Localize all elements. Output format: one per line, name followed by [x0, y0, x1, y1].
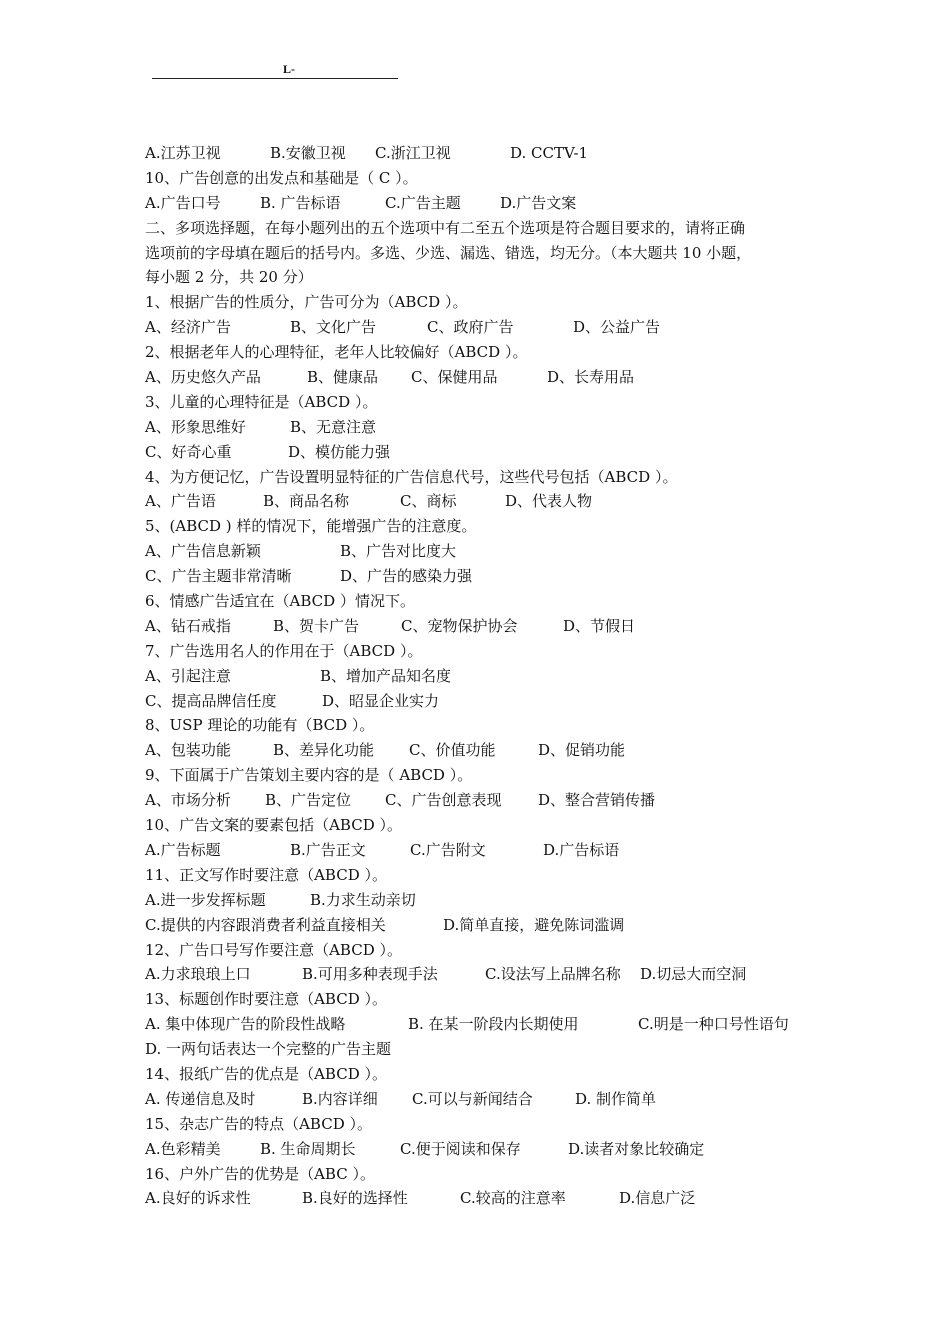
option-item: A、市场分析 [145, 791, 231, 810]
option-item: B、商品名称 [263, 492, 350, 511]
question-text: 2、根据老年人的心理特征，老年人比较偏好（ABCD ）。 [145, 343, 528, 362]
option-row [145, 489, 810, 514]
option-item: A、引起注意 [145, 666, 231, 685]
option-item: C.较高的注意率 [460, 1189, 566, 1208]
question-text: 1、根据广告的性质分，广告可分为（ABCD ）。 [145, 293, 468, 312]
option-item: B、无意注意 [290, 417, 377, 436]
question-text: 4、为方便记忆，广告设置明显特征的广告信息代号，这些代号包括（ABCD ）。 [145, 467, 678, 486]
option-row [145, 539, 810, 564]
option-row [145, 788, 810, 813]
question-text: 16、户外广告的优势是（ABC ）。 [145, 1164, 375, 1183]
option-item: D.切忌大而空洞 [640, 965, 747, 984]
option-item: A、形象思维好 [145, 417, 246, 436]
question-text: 3、儿童的心理特征是（ABCD ）。 [145, 392, 378, 411]
option-row [145, 1012, 810, 1037]
option-item: C.广告附文 [410, 840, 486, 859]
option-row [145, 141, 810, 166]
option-item: B.广告正文 [290, 840, 366, 859]
option-row [145, 415, 810, 440]
option-item: B、广告对比度大 [340, 542, 457, 561]
option-item: B. 在某一阶段内长期使用 [408, 1015, 579, 1034]
option-item: D. 制作简单 [575, 1089, 657, 1108]
option-item: B、增加产品知名度 [320, 666, 452, 685]
option-item: A. 集中体现广告的阶段性战略 [145, 1015, 346, 1034]
option-item: A、历史悠久产品 [145, 368, 261, 387]
question-text: 二、多项选择题，在每小题列出的五个选项中有二至五个选项是符合题目要求的，请将正确 [145, 218, 746, 237]
option-item: A.广告标题 [145, 840, 221, 859]
option-item: D、公益广告 [573, 318, 661, 337]
option-row [145, 689, 810, 714]
option-item: B、广告定位 [265, 791, 352, 810]
option-item: C、保健用品 [411, 368, 498, 387]
option-item: C.提供的内容跟消费者利益直接相关 [145, 915, 386, 934]
option-item: D、昭显企业实力 [322, 691, 440, 710]
question-text: 选项前的字母填在题后的括号内。多选、少选、漏选、错选，均无分。（本大题共 10 小题， [145, 243, 752, 262]
option-item: B、贺卡广告 [273, 616, 360, 635]
question-text: 7、广告选用名人的作用在于（ABCD ）。 [145, 641, 423, 660]
option-row [145, 1087, 810, 1112]
option-row [145, 664, 810, 689]
question-text: 11、正文写作时要注意（ABCD ）。 [145, 865, 387, 884]
option-item: B、差异化功能 [273, 741, 375, 760]
option-item: A、包装功能 [145, 741, 231, 760]
option-item: C、广告主题非常清晰 [145, 567, 292, 586]
option-item: D.广告文案 [500, 193, 577, 212]
option-row [145, 315, 810, 340]
option-item: D.读者对象比较确定 [568, 1139, 705, 1158]
option-item: B. 广告标语 [260, 193, 341, 212]
option-item: A、广告信息新颖 [145, 542, 261, 561]
option-item: B.内容详细 [302, 1089, 378, 1108]
document-body [145, 141, 810, 1211]
option-row [145, 888, 810, 913]
question-text: 14、报纸广告的优点是（ABCD ）。 [145, 1064, 387, 1083]
header-mark: L- [283, 62, 295, 76]
option-item: A.良好的诉求性 [145, 1189, 251, 1208]
option-item: D、模仿能力强 [288, 442, 391, 461]
question-text: 10、广告创意的出发点和基础是（ C ）。 [145, 168, 418, 187]
option-item: B.可用多种表现手法 [302, 965, 438, 984]
option-item: B、文化广告 [290, 318, 377, 337]
option-item: C、广告创意表现 [385, 791, 502, 810]
option-item: A、经济广告 [145, 318, 231, 337]
question-text: 9、下面属于广告策划主要内容的是（ ABCD ）。 [145, 766, 473, 785]
option-item: C.浙江卫视 [375, 144, 451, 162]
option-row [145, 564, 810, 589]
option-item: C、好奇心重 [145, 442, 232, 461]
option-item: D、促销功能 [538, 741, 626, 760]
option-item: C、政府广告 [427, 318, 514, 337]
option-item: C、提高品牌信任度 [145, 691, 277, 710]
option-item: C.便于阅读和保存 [400, 1139, 521, 1158]
option-item: D、整合营销传播 [538, 791, 656, 810]
option-item: D.广告标语 [543, 840, 620, 859]
option-item: A.进一步发挥标题 [145, 890, 266, 909]
question-text: 每小题 2 分，共 20 分） [145, 268, 313, 287]
option-item: A.色彩精美 [145, 1139, 221, 1158]
question-text: 15、杂志广告的特点（ABCD ）。 [145, 1114, 372, 1133]
option-item: D、长寿用品 [547, 368, 635, 387]
option-item: D、代表人物 [505, 492, 593, 511]
question-text: 10、广告文案的要素包括（ABCD ）。 [145, 816, 402, 835]
option-item: D.简单直接，避免陈词滥调 [443, 915, 625, 934]
option-item: D、节假日 [563, 616, 636, 635]
page-header-rule [152, 62, 398, 79]
question-text: 5、(ABCD ) 样的情况下，能增强广告的注意度。 [145, 517, 477, 536]
question-text: D. 一两句话表达一个完整的广告主题 [145, 1040, 392, 1059]
option-row [145, 738, 810, 763]
option-item: C.明是一种口号性语句 [638, 1015, 789, 1034]
option-item: A. 传递信息及时 [145, 1089, 256, 1108]
option-item: B、健康品 [307, 368, 379, 387]
option-item: C、宠物保护协会 [401, 616, 518, 635]
question-text: 8、USP 理论的功能有（BCD ）。 [145, 716, 375, 735]
option-item: B.力求生动亲切 [310, 890, 416, 909]
question-text: 13、标题创作时要注意（ABCD ）。 [145, 990, 387, 1009]
option-row [145, 962, 810, 987]
option-item: C.广告主题 [385, 193, 461, 212]
option-item: B. 生命周期长 [260, 1139, 356, 1158]
question-text: 6、情感广告适宜在（ABCD ）情况下。 [145, 592, 415, 611]
option-row [145, 614, 810, 639]
option-item: A.力求琅琅上口 [145, 965, 251, 984]
option-item: D. CCTV-1 [510, 144, 589, 162]
option-row [145, 191, 810, 216]
option-item: A.广告口号 [145, 193, 221, 212]
option-row [145, 838, 810, 863]
option-item: C.可以与新闻结合 [412, 1089, 533, 1108]
option-item: C.设法写上品牌名称 [485, 965, 621, 984]
option-row [145, 365, 810, 390]
option-item: D、广告的感染力强 [340, 567, 473, 586]
option-item: B.良好的选择性 [302, 1189, 408, 1208]
option-row [145, 440, 810, 465]
option-row [145, 1186, 810, 1211]
option-item: A、钻石戒指 [145, 616, 231, 635]
option-row [145, 913, 810, 938]
option-item: C、价值功能 [409, 741, 496, 760]
option-item: C、商标 [400, 492, 457, 511]
question-text: 12、广告口号写作要注意（ABCD ）。 [145, 940, 402, 959]
option-item: A、广告语 [145, 492, 216, 511]
option-item: B.安徽卫视 [270, 144, 346, 162]
option-item: D.信息广泛 [619, 1189, 696, 1208]
option-item: A.江苏卫视 [145, 144, 221, 162]
option-row [145, 1137, 810, 1162]
